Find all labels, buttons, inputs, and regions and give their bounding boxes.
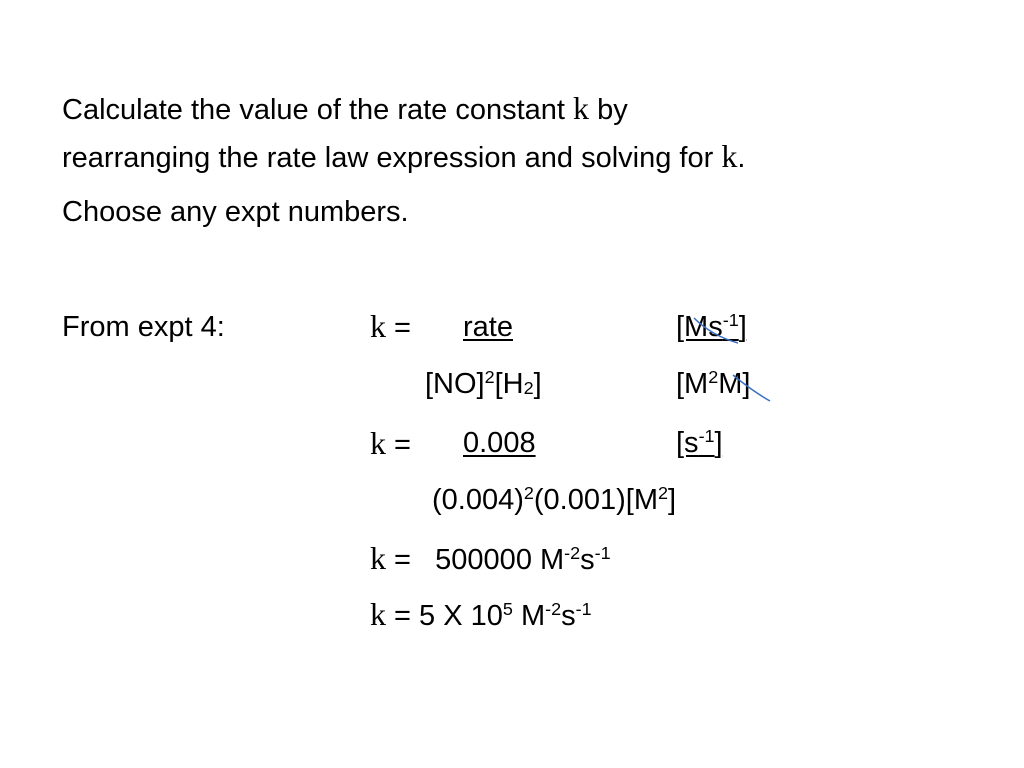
k-equals-2: k = bbox=[370, 425, 411, 461]
result-line-1: k = 500000 $M^{-2}s^{-1}$ bbox=[370, 540, 611, 576]
rate-value-numerator: 0.008 bbox=[463, 427, 536, 459]
expt-label: From expt 4: bbox=[62, 311, 225, 343]
unit-numerator-2: $[s^{-1}]$ bbox=[676, 426, 723, 459]
unit-numerator-1: $[Ms^{-1}]$ bbox=[676, 310, 747, 343]
rate-constant-symbol: k bbox=[721, 138, 738, 174]
unit-denominator-1: $[M^2M]$ bbox=[676, 367, 751, 400]
intro-line-3: Choose any expt numbers. bbox=[62, 196, 409, 228]
intro-line-2: rearranging the rate law expression and solving for k. bbox=[62, 138, 746, 174]
k-equals-1: k = bbox=[370, 308, 411, 344]
result-line-2: k = 5 X $10^5$ $M^{-2}s^{-1}$ bbox=[370, 596, 592, 632]
value-denominator: $(0.004)^2(0.001)[M^2]$ bbox=[432, 483, 677, 516]
rate-numerator: rate bbox=[463, 311, 513, 343]
rate-constant-symbol: k bbox=[573, 90, 590, 126]
intro-line-1: Calculate the value of the rate constant k by bbox=[62, 90, 628, 126]
concentration-denominator: $[NO]^2[H_2]$ bbox=[425, 367, 542, 400]
